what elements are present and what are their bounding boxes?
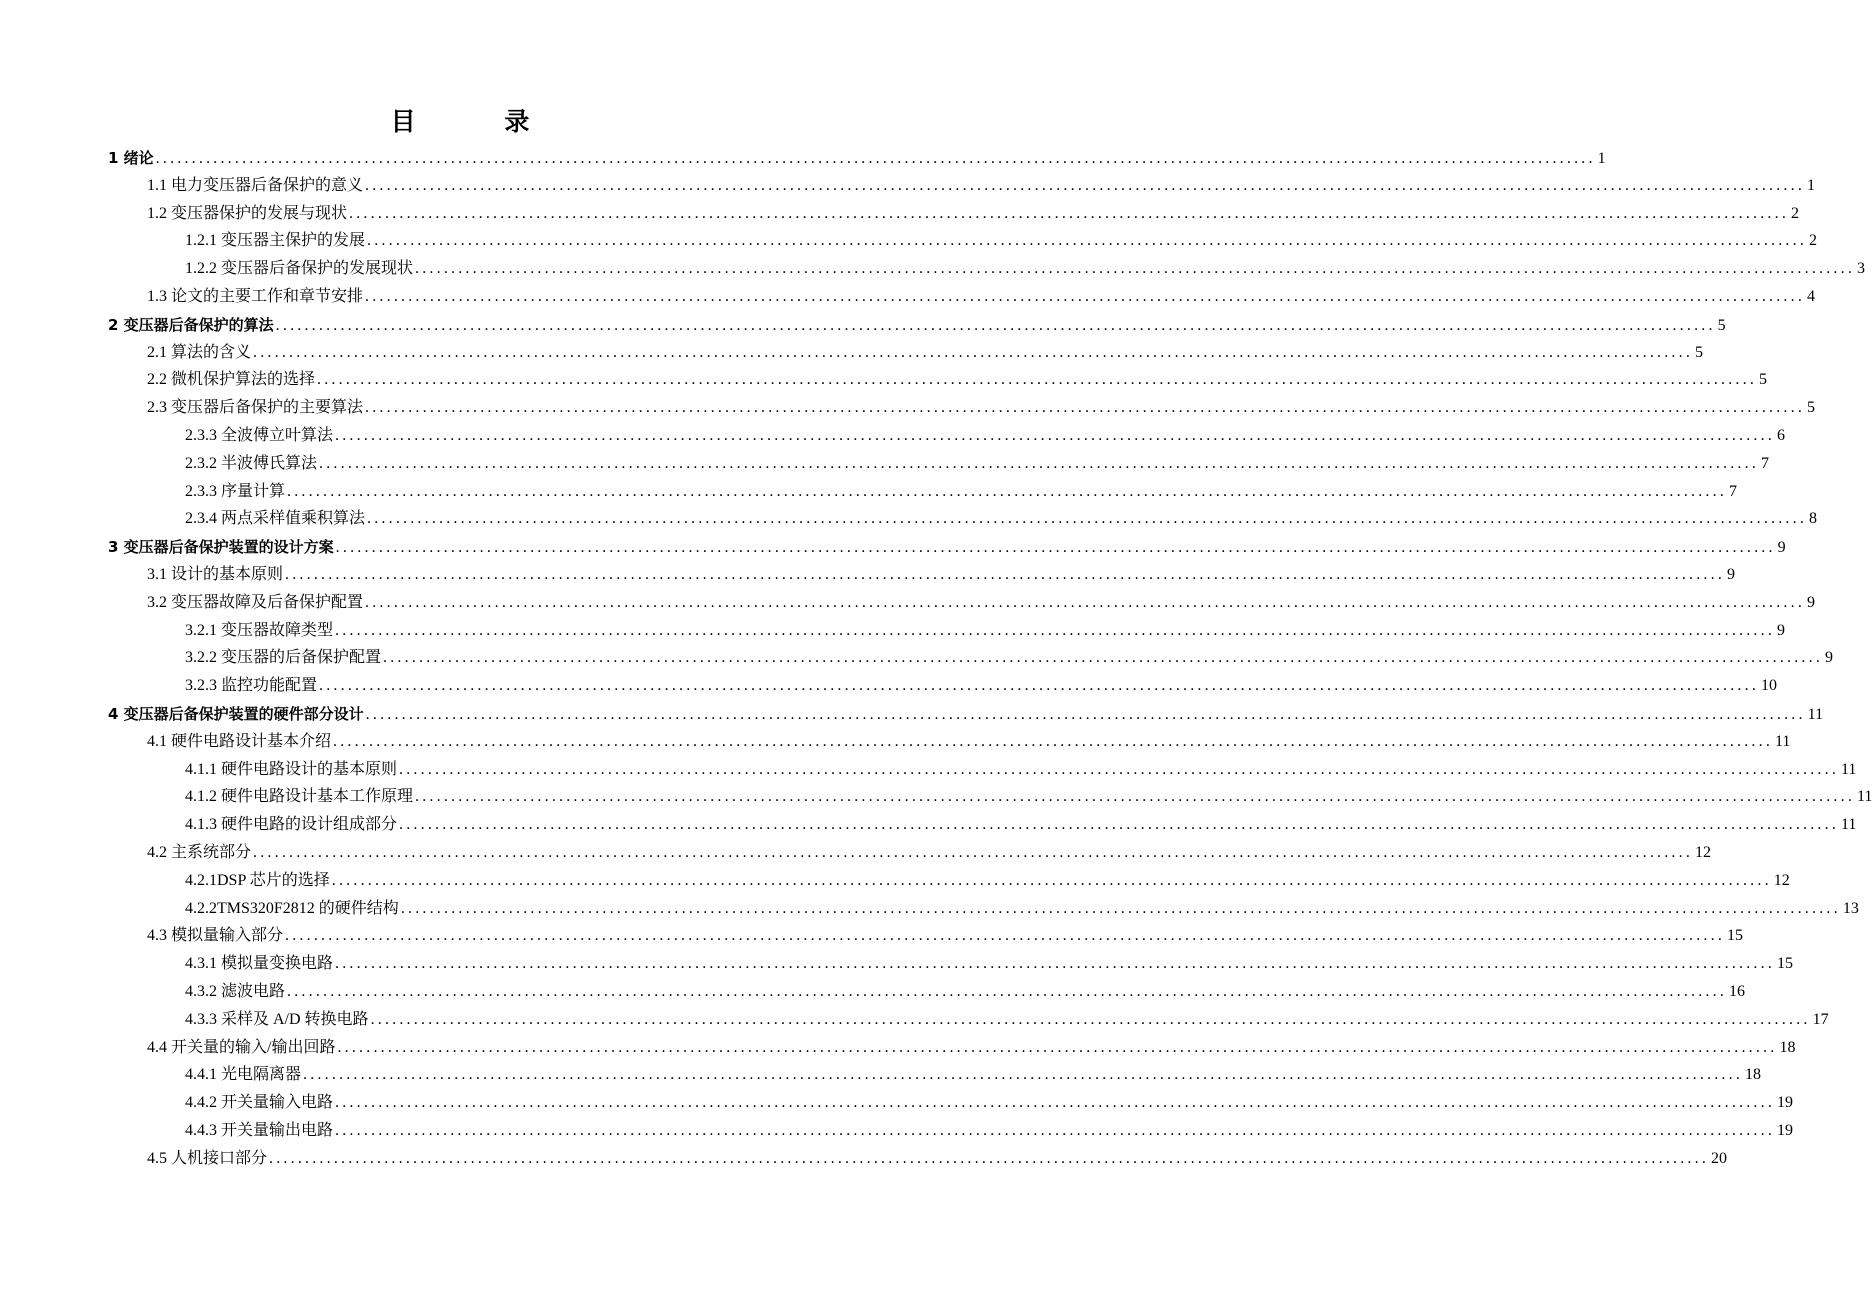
toc-entry-label: 1 绪论 <box>108 149 154 167</box>
toc-entry-page-number: 9 <box>1807 593 1816 611</box>
toc-entry[interactable] <box>185 811 1857 839</box>
dot-leader: ........................................................................................................................................................................................................ <box>370 1010 1811 1028</box>
toc-entry-page-number: 1 <box>1807 176 1816 194</box>
toc-entry-label: 3.1 设计的基本原则 <box>147 566 284 583</box>
toc-entry[interactable] <box>185 478 1738 506</box>
toc-entry-label: 1.3 论文的主要工作和章节安排 <box>147 288 364 305</box>
toc-entry-label: 4.1 硬件电路设计基本介绍 <box>147 732 332 750</box>
toc-entry[interactable] <box>185 644 1834 672</box>
toc-entry[interactable] <box>147 172 1816 200</box>
toc-entry-label: 2.3.3 全波傅立叶算法 <box>185 427 334 444</box>
toc-entry-label: 4.5 人机接口部分 <box>147 1149 268 1167</box>
toc-entry[interactable] <box>185 895 1859 923</box>
toc-entry-label: 4.3.1 模拟量变换电路 <box>185 955 334 973</box>
toc-entry-page-number: 11 <box>1775 732 1791 750</box>
toc-entry-label: 2.2 微机保护算法的选择 <box>147 371 316 389</box>
toc-entry[interactable] <box>147 1034 1796 1062</box>
toc-entry-label: 4.2.1DSP 芯片的选择 <box>185 871 330 889</box>
toc-entry-label: 2.3.4 两点采样值乘积算法 <box>185 510 366 528</box>
toc-entry-page-number: 7 <box>1729 482 1738 500</box>
dot-leader: ........................................................................................................................................................................................................ <box>333 732 1774 750</box>
toc-entry-label: 1.2.1 变压器主保护的发展 <box>185 232 366 250</box>
toc-entry-page-number: 15 <box>1727 927 1744 945</box>
toc-entry-page-number: 9 <box>1727 566 1736 583</box>
toc-entry-page-number: 11 <box>1841 760 1857 778</box>
toc-entry-page-number: 11 <box>1841 816 1857 834</box>
dot-leader: ........................................................................................................................................................................................................ <box>400 899 1841 917</box>
toc-entry-page-number: 5 <box>1695 343 1704 361</box>
dot-leader: ........................................................................................................................................................................................................ <box>335 1122 1776 1139</box>
dot-leader: ........................................................................................................................................................................................................ <box>399 816 1840 834</box>
toc-entry-label: 4.4 开关量的输入/输出回路 <box>147 1038 336 1056</box>
toc-entry[interactable] <box>185 1089 1794 1117</box>
toc-entry[interactable] <box>108 144 1606 172</box>
toc-entry-label: 4.3.3 采样及 A/D 转换电路 <box>185 1010 369 1028</box>
toc-entry-page-number: 10 <box>1761 677 1778 695</box>
toc-entry[interactable] <box>185 450 1770 478</box>
toc-entry-page-number: 19 <box>1777 1122 1794 1139</box>
toc-entry-page-number: 5 <box>1807 399 1816 417</box>
dot-leader: ........................................................................................................................................................................................................ <box>337 1038 1778 1056</box>
dot-leader: ........................................................................................................................................................................................................ <box>335 621 1776 639</box>
toc-entry-label: 1.2.2 变压器后备保护的发展现状 <box>185 260 414 278</box>
dot-leader: ........................................................................................................................................................................................................ <box>155 150 1596 167</box>
dot-leader: ........................................................................................................................................................................................................ <box>365 593 1806 611</box>
toc-entry[interactable] <box>185 978 1746 1006</box>
toc-entry-label: 2 变压器后备保护的算法 <box>108 315 274 334</box>
toc-entry[interactable] <box>147 394 1816 422</box>
toc-entry-page-number: 12 <box>1773 871 1790 889</box>
toc-entry-label: 3.2.2 变压器的后备保护配置 <box>185 649 382 667</box>
dot-leader: ........................................................................................................................................................................................................ <box>317 371 1758 389</box>
dot-leader: ........................................................................................................................................................................................................ <box>253 844 1694 861</box>
toc-entry-page-number: 19 <box>1777 1094 1794 1112</box>
toc-entry-label: 4.2.2TMS320F2812 的硬件结构 <box>185 899 399 917</box>
toc-entry-page-number: 18 <box>1745 1066 1762 1084</box>
toc-entry[interactable] <box>147 339 1704 367</box>
toc-entry-label: 4.4.2 开关量输入电路 <box>185 1094 334 1112</box>
toc-entry[interactable] <box>147 200 1800 228</box>
dot-leader: ........................................................................................................................................................................................................ <box>285 927 1726 945</box>
dot-leader: ........................................................................................................................................................................................................ <box>349 204 1790 222</box>
dot-leader: ........................................................................................................................................................................................................ <box>287 482 1728 500</box>
toc-entry[interactable] <box>185 1006 1829 1034</box>
toc-entry[interactable] <box>185 783 1872 811</box>
toc-entry[interactable] <box>108 700 1824 728</box>
dot-leader: ........................................................................................................................................................................................................ <box>415 260 1856 278</box>
toc-entry[interactable] <box>108 311 1726 339</box>
toc-entry-label: 4.1.1 硬件电路设计的基本原则 <box>185 760 398 778</box>
toc-entry-page-number: 11 <box>1857 788 1872 806</box>
dot-leader: ........................................................................................................................................................................................................ <box>275 316 1716 334</box>
toc-entry-page-number: 18 <box>1779 1038 1796 1056</box>
dot-leader: ........................................................................................................................................................................................................ <box>287 983 1728 1000</box>
toc-entry[interactable] <box>147 1145 1728 1173</box>
toc-entry-label: 3.2.3 监控功能配置 <box>185 677 318 695</box>
toc-entry-label: 1.1 电力变压器后备保护的意义 <box>147 176 364 194</box>
toc-entry-label: 4.4.1 光电隔离器 <box>185 1066 302 1084</box>
toc-entry-page-number: 3 <box>1857 260 1866 278</box>
dot-leader: ........................................................................................................................................................................................................ <box>365 288 1806 305</box>
toc-entry-page-number: 2 <box>1791 204 1800 222</box>
toc-entry[interactable] <box>147 589 1816 617</box>
dot-leader: ........................................................................................................................................................................................................ <box>365 399 1806 417</box>
toc-entry[interactable] <box>147 839 1712 867</box>
dot-leader: ........................................................................................................................................................................................................ <box>269 1149 1710 1167</box>
toc-entry-label: 3.2 变压器故障及后备保护配置 <box>147 593 364 611</box>
toc-entry-page-number: 17 <box>1812 1010 1829 1028</box>
toc-entry-label: 3.2.1 变压器故障类型 <box>185 621 334 639</box>
toc-entry-page-number: 15 <box>1777 955 1794 973</box>
toc-entry-label: 4.1.3 硬件电路的设计组成部分 <box>185 816 398 834</box>
dot-leader: ........................................................................................................................................................................................................ <box>367 232 1808 250</box>
toc-entry[interactable] <box>185 227 1818 255</box>
dot-leader: ........................................................................................................................................................................................................ <box>335 427 1776 444</box>
toc-entry[interactable] <box>108 533 1786 561</box>
toc-entry-page-number: 9 <box>1777 621 1786 639</box>
toc-entry-label: 2.1 算法的含义 <box>147 343 252 361</box>
toc-entry[interactable] <box>147 366 1768 394</box>
toc-entry-label: 4.4.3 开关量输出电路 <box>185 1122 334 1139</box>
toc-entry-page-number: 12 <box>1695 844 1712 861</box>
toc-entry-label: 2.3.3 序量计算 <box>185 482 286 500</box>
toc-entry-label: 2.3 变压器后备保护的主要算法 <box>147 399 364 417</box>
toc-entry[interactable] <box>147 728 1791 756</box>
dot-leader: ........................................................................................................................................................................................................ <box>319 454 1760 472</box>
dot-leader: ........................................................................................................................................................................................................ <box>285 566 1726 583</box>
page-title: 目 录 <box>390 107 570 136</box>
dot-leader: ........................................................................................................................................................................................................ <box>415 788 1856 806</box>
toc-entry-page-number: 11 <box>1807 706 1824 723</box>
dot-leader: ........................................................................................................................................................................................................ <box>335 955 1776 973</box>
toc-entry[interactable] <box>185 1061 1762 1089</box>
toc-entry[interactable] <box>147 283 1816 311</box>
dot-leader: ........................................................................................................................................................................................................ <box>335 539 1776 557</box>
toc-entry[interactable] <box>185 867 1790 895</box>
toc-entry[interactable] <box>185 617 1786 645</box>
dot-leader: ........................................................................................................................................................................................................ <box>365 706 1806 723</box>
dot-leader: ........................................................................................................................................................................................................ <box>303 1066 1744 1084</box>
toc-entry-page-number: 1 <box>1597 150 1606 167</box>
toc-entry-label: 2.3.2 半波傅氏算法 <box>185 454 318 472</box>
toc-entry-label: 3 变压器后备保护装置的设计方案 <box>108 538 334 557</box>
toc-entry-page-number: 9 <box>1777 539 1786 557</box>
toc-entry[interactable] <box>185 255 1866 283</box>
toc-entry-page-number: 16 <box>1729 983 1746 1000</box>
dot-leader: ........................................................................................................................................................................................................ <box>331 871 1772 889</box>
toc-entry-label: 4 变压器后备保护装置的硬件部分设计 <box>108 705 364 723</box>
toc-entry-page-number: 13 <box>1842 899 1859 917</box>
toc-entry[interactable] <box>147 561 1736 589</box>
toc-entry-page-number: 8 <box>1809 510 1818 528</box>
toc-entry-label: 4.2 主系统部分 <box>147 844 252 861</box>
dot-leader: ........................................................................................................................................................................................................ <box>253 343 1694 361</box>
dot-leader: ........................................................................................................................................................................................................ <box>367 510 1808 528</box>
toc-entry-page-number: 2 <box>1809 232 1818 250</box>
toc-entry-page-number: 7 <box>1761 454 1770 472</box>
toc-entry-page-number: 20 <box>1711 1149 1728 1167</box>
dot-leader: ........................................................................................................................................................................................................ <box>365 176 1806 194</box>
toc-entry[interactable] <box>185 672 1778 700</box>
toc-entry-label: 4.3.2 滤波电路 <box>185 983 286 1000</box>
toc-entry-page-number: 4 <box>1807 288 1816 305</box>
toc-entry[interactable] <box>185 422 1786 450</box>
toc-entry[interactable] <box>185 950 1794 978</box>
toc-entry[interactable] <box>185 505 1818 533</box>
toc-entry[interactable] <box>185 1117 1794 1145</box>
dot-leader: ........................................................................................................................................................................................................ <box>399 760 1840 778</box>
toc-entry[interactable] <box>185 756 1857 784</box>
dot-leader: ........................................................................................................................................................................................................ <box>383 649 1824 667</box>
toc-entry-page-number: 9 <box>1825 649 1834 667</box>
dot-leader: ........................................................................................................................................................................................................ <box>335 1094 1776 1112</box>
toc-entry[interactable] <box>147 922 1744 950</box>
toc-entry-label: 1.2 变压器保护的发展与现状 <box>147 204 348 222</box>
toc-entry-page-number: 5 <box>1717 316 1726 334</box>
toc-entry-page-number: 5 <box>1759 371 1768 389</box>
toc-entry-page-number: 6 <box>1777 427 1786 444</box>
dot-leader: ........................................................................................................................................................................................................ <box>319 677 1760 695</box>
toc-entry-label: 4.3 模拟量输入部分 <box>147 927 284 945</box>
toc-entry-label: 4.1.2 硬件电路设计基本工作原理 <box>185 788 414 806</box>
